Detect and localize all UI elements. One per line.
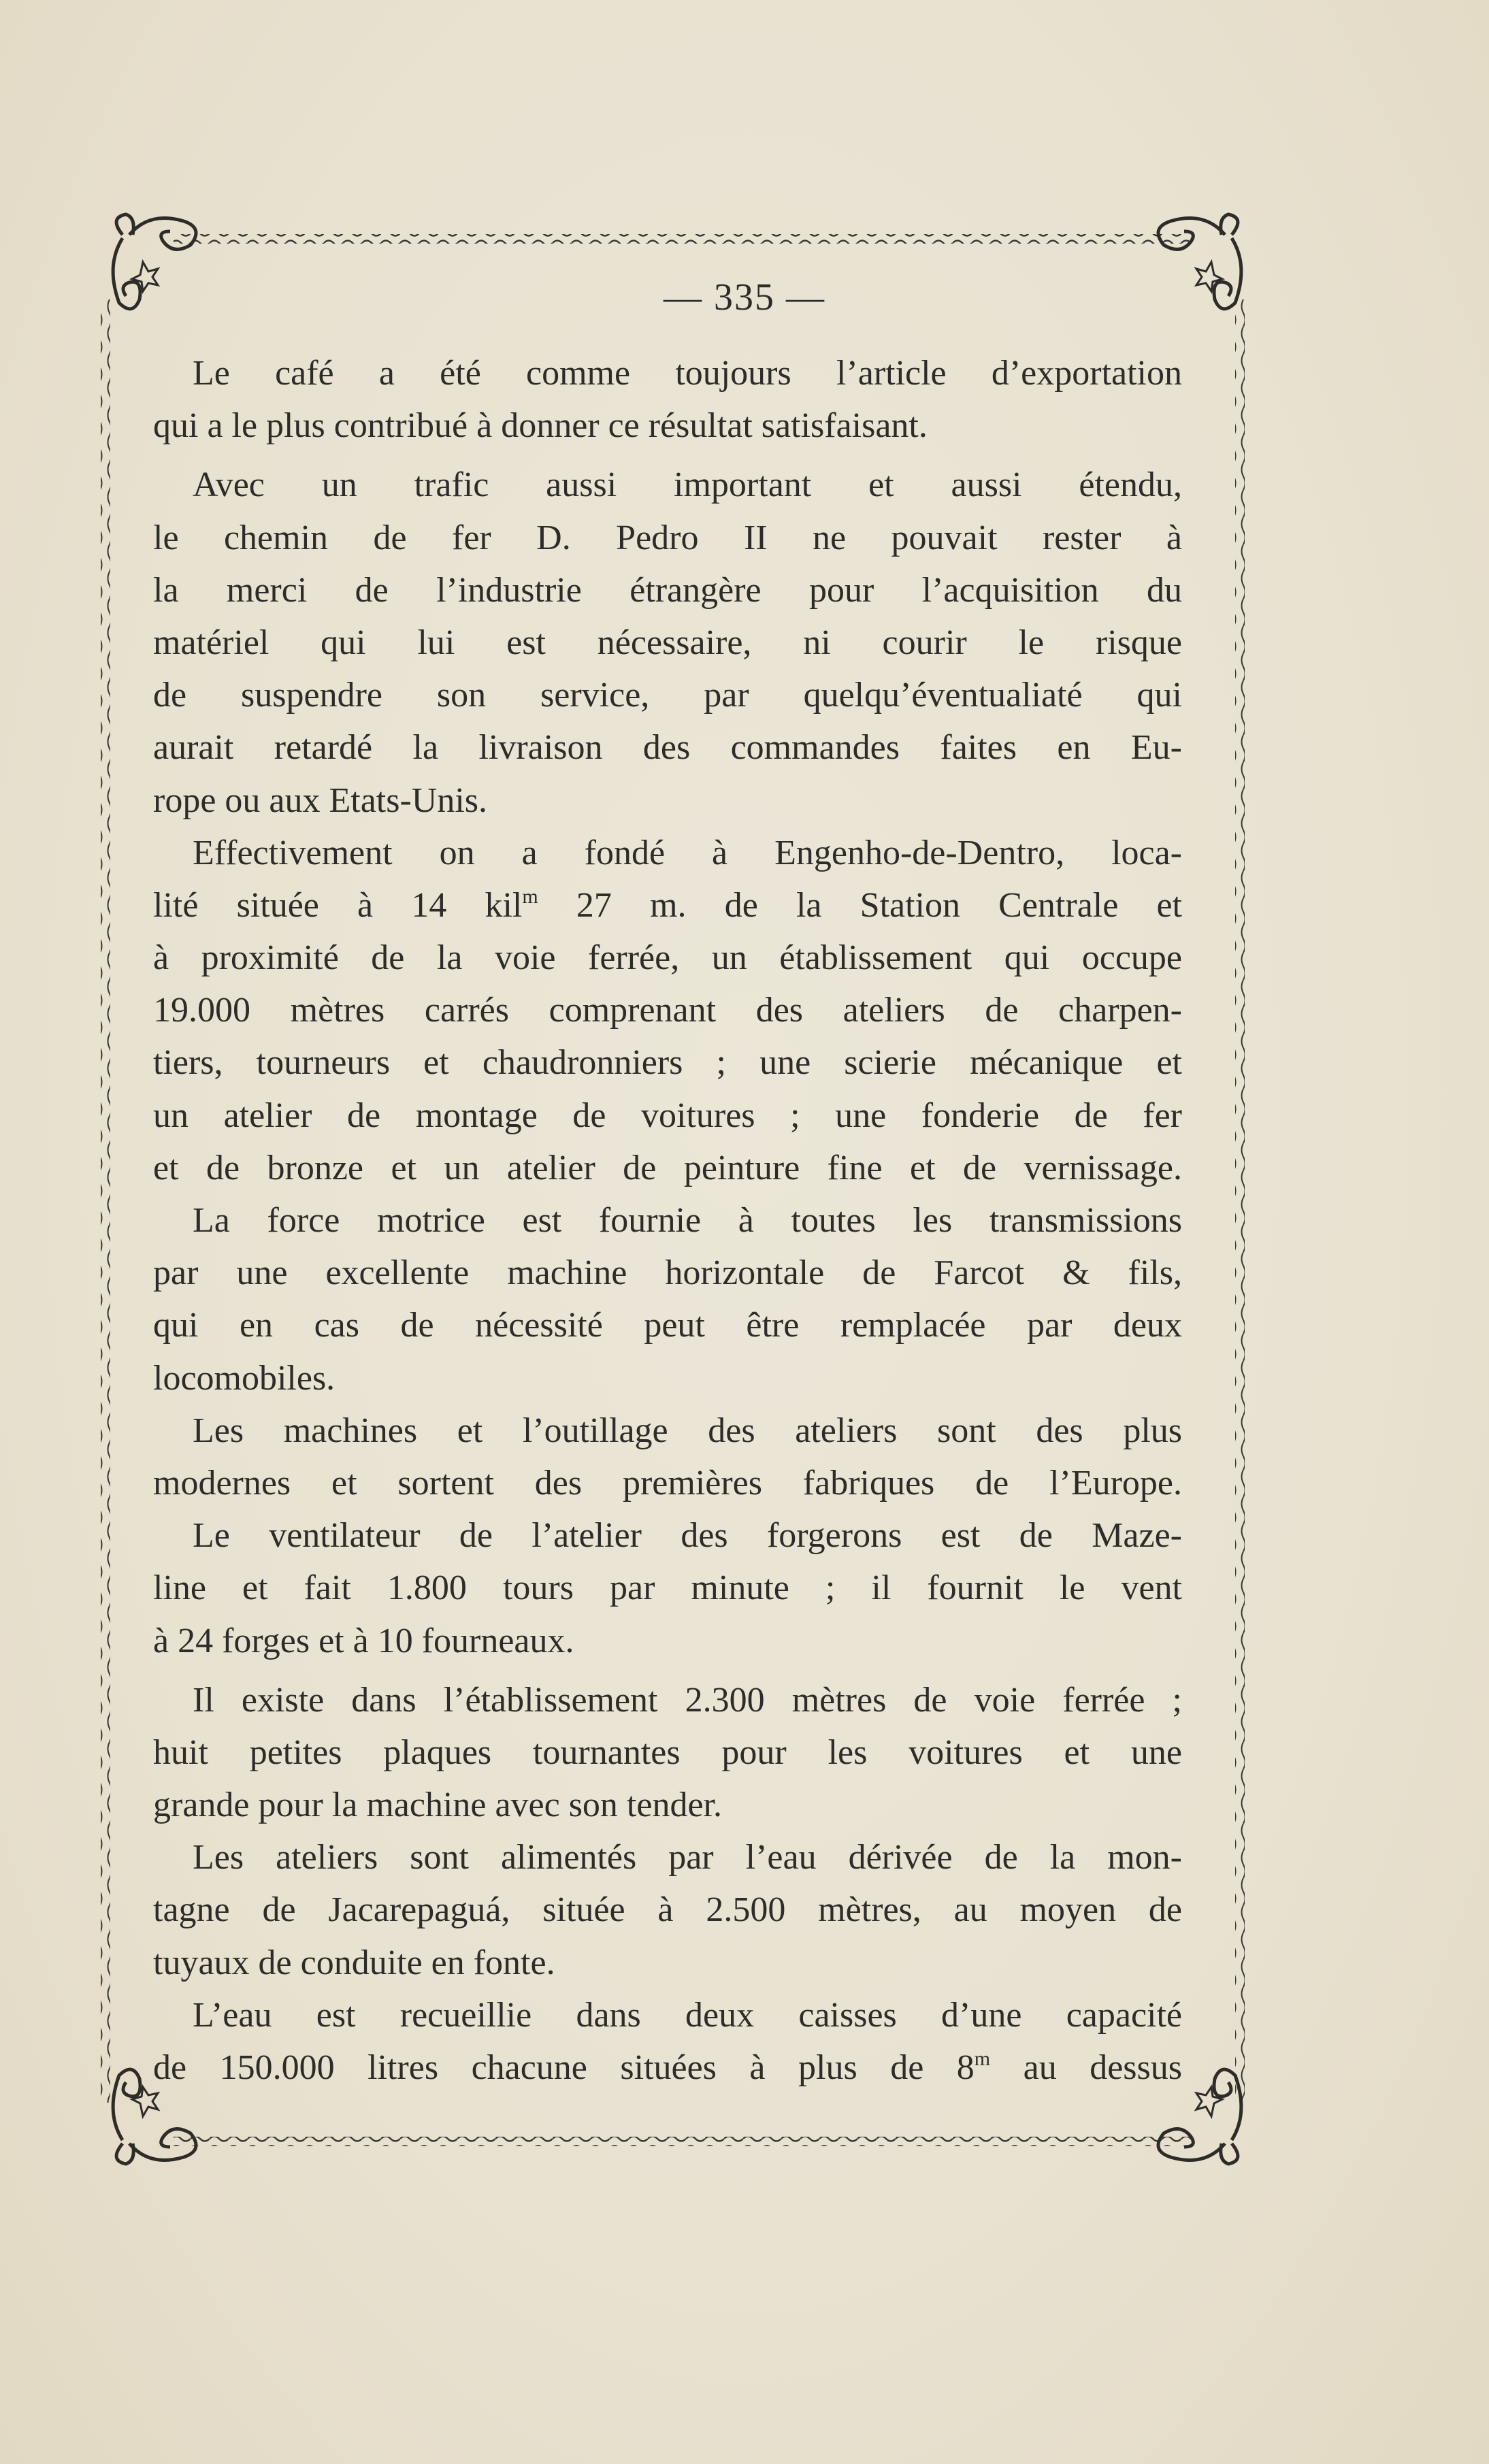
- text-line: Les ateliers sont alimentés par l’eau dérivée de la mon-: [193, 1838, 1182, 1877]
- paragraph: [153, 347, 1182, 452]
- paragraph: [153, 1674, 1182, 1832]
- text-line: Le café a été comme toujours l’article d’exportation: [193, 354, 1182, 393]
- text-line: matériel qui lui est nécessaire, ni courir le risque: [153, 623, 1182, 662]
- paragraph: [153, 1509, 1182, 1667]
- page-number: — 335 —: [664, 276, 825, 318]
- text-line: rope ou aux Etats-Unis.: [153, 781, 488, 820]
- text-line-with-superscript: de 150.000 litres chacune situées à plus de 8$^m$ au dessus: [153, 2048, 1183, 2087]
- text-line: Les machines et l’outillage des ateliers sont des plus: [193, 1411, 1182, 1450]
- text-line: La force motrice est fournie à toutes les transmissions: [193, 1201, 1182, 1240]
- paragraph: [153, 827, 1182, 1194]
- text-line: locomobiles.: [153, 1358, 336, 1398]
- text-line: qui en cas de nécessité peut être remplacée par deux: [153, 1306, 1182, 1345]
- text-line: un atelier de montage de voitures ; une fonderie de fer: [153, 1096, 1182, 1135]
- body-text: [153, 347, 1182, 2094]
- paragraph: [153, 459, 1182, 826]
- text-line: huit petites plaques tournantes pour les voitures et une: [153, 1732, 1182, 1772]
- text-line: qui a le plus contribué à donner ce résultat satisfaisant.: [153, 406, 928, 446]
- paragraph: [153, 1194, 1182, 1405]
- text-line: line et fait 1.800 tours par minute ; il fournit le vent: [153, 1568, 1182, 1608]
- text-line: Effectivement on a fondé à Engenho-de-Dentro, loca-: [193, 833, 1182, 872]
- text-line: Le ventilateur de l’atelier des forgerons est de Maze-: [193, 1516, 1182, 1556]
- paragraph: [153, 1831, 1182, 1989]
- text-line: par une excellente machine horizontale de Farcot & fils,: [153, 1253, 1182, 1293]
- text-line: à proximité de la voie ferrée, un établissement qui occupe: [153, 938, 1182, 978]
- text-line: Avec un trafic aussi important et aussi étendu,: [193, 465, 1182, 505]
- text-line: à 24 forges et à 10 fourneaux.: [153, 1621, 574, 1660]
- text-line: la merci de l’industrie étrangère pour l’acquisition du: [153, 570, 1182, 610]
- text-line: grande pour la machine avec son tender.: [153, 1786, 722, 1825]
- text-line: tuyaux de conduite en fonte.: [153, 1943, 555, 1982]
- text-line: le chemin de fer D. Pedro II ne pouvait rester à: [153, 518, 1182, 557]
- text-line: L’eau est recueillie dans deux caisses d’une capacité: [193, 1995, 1182, 2035]
- text-line: modernes et sortent des premières fabriques de l’Europe.: [153, 1463, 1182, 1502]
- text-line: tagne de Jacarepaguá, située à 2.500 mètres, au moyen de: [153, 1890, 1182, 1930]
- text-line: aurait retardé la livraison des commandes faites en Eu-: [153, 728, 1182, 768]
- text-line: de suspendre son service, par quelqu’éventualiaté qui: [153, 676, 1182, 715]
- text-line-with-superscript: lité située à 14 kil$^m$ 27 m. de la Station Centrale et: [153, 885, 1183, 925]
- text-line: et de bronze et un atelier de peinture fine et de vernissage.: [153, 1148, 1182, 1187]
- text-line: Il existe dans l’établissement 2.300 mètres de voie ferrée ;: [193, 1680, 1182, 1720]
- text-line: 19.000 mètres carrés comprenant des ateliers de charpen-: [153, 991, 1182, 1030]
- paragraph: [153, 1989, 1182, 2094]
- text-line: tiers, tourneurs et chaudronniers ; une scierie mécanique et: [153, 1043, 1182, 1083]
- paragraph: [153, 1405, 1182, 1509]
